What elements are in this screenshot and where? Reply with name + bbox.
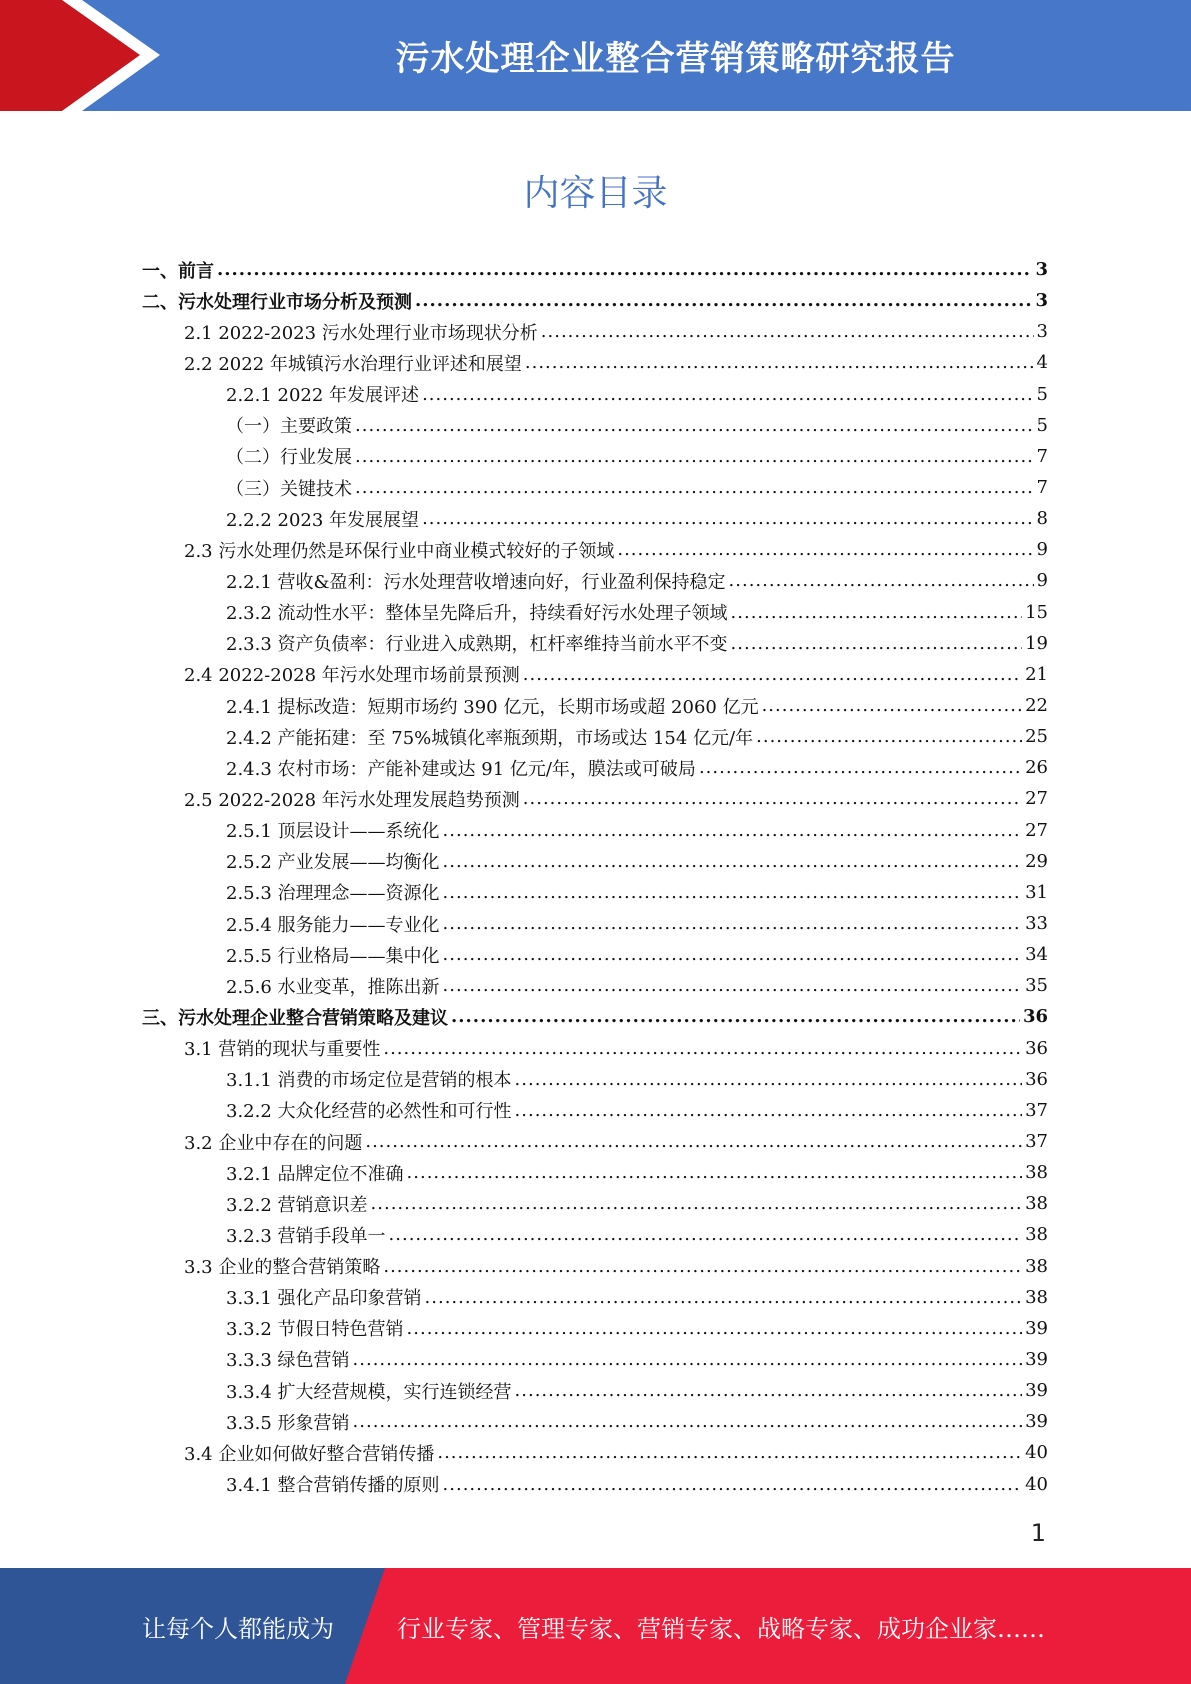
toc-entry[interactable] <box>142 316 1048 347</box>
toc-entry-page: 37 <box>1025 1131 1048 1152</box>
toc-entry[interactable] <box>142 908 1048 939</box>
toc-dot-leader <box>355 477 1034 498</box>
toc-entry[interactable] <box>142 597 1048 628</box>
toc-entry-page: 21 <box>1025 663 1048 685</box>
toc-entry-title: 2.5.6 水业变革，推陈出新 <box>226 976 440 998</box>
toc-entry-page: 38 <box>1025 1162 1048 1184</box>
toc-dot-leader <box>523 664 1022 685</box>
toc-dot-leader <box>353 1349 1023 1370</box>
toc-dot-leader <box>617 539 1033 560</box>
toc-entry[interactable] <box>142 1157 1048 1188</box>
toc-entry[interactable] <box>142 1188 1048 1219</box>
toc-dot-leader <box>422 384 1033 405</box>
toc-dot-leader <box>451 1006 1020 1027</box>
toc-entry-page: 5 <box>1036 414 1048 436</box>
toc-entry-title: 2.2.2 2023 年发展展望 <box>226 509 420 531</box>
toc-dot-leader <box>443 975 1023 996</box>
toc-dot-leader <box>525 352 1034 373</box>
toc-entry[interactable] <box>142 752 1048 783</box>
toc-entry-title: 3.1 营销的现状与重要性 <box>184 1039 381 1061</box>
toc-dot-leader <box>353 1411 1023 1432</box>
toc-entry[interactable] <box>142 503 1048 534</box>
toc-entry[interactable] <box>142 1313 1048 1344</box>
toc-entry-page: 31 <box>1025 881 1048 903</box>
toc-entry[interactable] <box>142 815 1048 846</box>
toc-entry-title: （三）关键技术 <box>226 478 352 500</box>
report-title: 污水处理企业整合营销策略研究报告 <box>395 39 956 79</box>
toc-dot-leader <box>383 1038 1022 1059</box>
toc-dot-leader <box>515 1380 1023 1401</box>
toc-entry[interactable] <box>142 628 1048 659</box>
toc-entry-title: （二）行业发展 <box>226 447 352 469</box>
table-of-contents <box>142 254 1048 1500</box>
toc-dot-leader <box>731 602 1023 623</box>
toc-entry-page: 22 <box>1025 695 1048 717</box>
toc-entry-title: 2.3 污水处理仍然是环保行业中商业模式较好的子领域 <box>184 540 615 562</box>
toc-entry-title: 2.4.2 产能拓建：至 75%城镇化率瓶颈期，市场或达 154 亿元/年 <box>226 727 754 749</box>
toc-entry-title: 三、污水处理企业整合营销策略及建议 <box>142 1007 448 1029</box>
toc-entry-title: 3.3.4 扩大经营规模，实行连锁经营 <box>226 1381 512 1403</box>
toc-entry-page: 8 <box>1036 508 1048 530</box>
toc-entry-title: 3.3.2 节假日特色营销 <box>226 1319 404 1341</box>
toc-entry-title: 2.5.4 服务能力——专业化 <box>226 914 440 936</box>
toc-entry-page: 34 <box>1025 944 1048 966</box>
toc-entry-page: 9 <box>1036 539 1048 561</box>
toc-entry[interactable] <box>142 659 1048 690</box>
page-footer <box>0 1568 1191 1684</box>
toc-entry[interactable] <box>142 783 1048 814</box>
toc-dot-leader <box>523 788 1022 809</box>
toc-entry-page: 7 <box>1036 477 1048 499</box>
toc-entry[interactable] <box>142 1375 1048 1406</box>
toc-entry-title: 2.5.3 治理理念——资源化 <box>226 883 440 905</box>
toc-dot-leader <box>443 913 1023 934</box>
toc-entry-title: 2.5.5 行业格局——集中化 <box>226 945 440 967</box>
toc-entry-page: 36 <box>1022 1006 1048 1028</box>
toc-entry-title: 3.3.5 形象营销 <box>226 1412 350 1434</box>
toc-entry[interactable] <box>142 254 1048 285</box>
toc-entry[interactable] <box>142 441 1048 472</box>
toc-entry-page: 3 <box>1035 259 1048 281</box>
toc-entry-title: 2.5.2 产业发展——均衡化 <box>226 852 440 874</box>
toc-entry-title: 2.5.1 顶层设计——系统化 <box>226 821 440 843</box>
toc-dot-leader <box>415 290 1032 311</box>
toc-entry-title: 3.2.2 大众化经营的必然性和可行性 <box>226 1101 512 1123</box>
toc-entry-title: 3.3.1 强化产品印象营销 <box>226 1288 422 1310</box>
toc-entry-page: 19 <box>1025 632 1048 654</box>
toc-entry[interactable] <box>142 846 1048 877</box>
toc-dot-leader <box>425 1287 1023 1308</box>
toc-entry[interactable] <box>142 285 1048 316</box>
toc-entry-title: 3.3 企业的整合营销策略 <box>184 1257 381 1279</box>
toc-entry[interactable] <box>142 1064 1048 1095</box>
toc-dot-leader <box>443 1474 1023 1495</box>
toc-dot-leader <box>422 508 1033 529</box>
toc-heading: 内容目录 <box>523 173 668 214</box>
toc-entry-title: 3.2.2 营销意识差 <box>226 1194 368 1216</box>
toc-entry-page: 27 <box>1025 819 1048 841</box>
toc-entry[interactable] <box>142 877 1048 908</box>
toc-entry-page: 39 <box>1025 1380 1048 1402</box>
toc-entry[interactable] <box>142 1095 1048 1126</box>
toc-entry[interactable] <box>142 1344 1048 1375</box>
toc-entry-page: 40 <box>1025 1473 1048 1495</box>
toc-entry-title: 2.1 2022-2023 污水处理行业市场现状分析 <box>184 322 538 344</box>
toc-dot-leader <box>443 820 1023 841</box>
toc-dot-leader <box>371 1193 1023 1214</box>
toc-entry-title: 3.1.1 消费的市场定位是营销的根本 <box>226 1070 512 1092</box>
toc-entry-page: 36 <box>1025 1068 1048 1090</box>
toc-entry-page: 4 <box>1036 352 1048 374</box>
toc-entry[interactable] <box>142 690 1048 721</box>
toc-entry-page: 25 <box>1025 726 1048 748</box>
toc-entry[interactable] <box>142 472 1048 503</box>
toc-dot-leader <box>389 1224 1023 1245</box>
toc-entry[interactable] <box>142 1001 1048 1032</box>
toc-entry-title: 3.2.1 品牌定位不准确 <box>226 1163 404 1185</box>
toc-entry[interactable] <box>142 1406 1048 1437</box>
toc-entry[interactable] <box>142 534 1048 565</box>
toc-entry-title: 2.4.1 提标改造：短期市场约 390 亿元，长期市场或超 2060 亿元 <box>226 696 759 718</box>
toc-entry-title: 2.2.1 营收&盈利：污水处理营收增速向好，行业盈利保持稳定 <box>226 571 726 593</box>
toc-entry-page: 37 <box>1025 1099 1048 1121</box>
toc-entry[interactable] <box>142 1251 1048 1282</box>
toc-dot-leader <box>729 570 1034 591</box>
toc-entry-page: 5 <box>1036 383 1048 405</box>
toc-entry-title: 二、污水处理行业市场分析及预测 <box>142 291 412 313</box>
toc-dot-leader <box>731 633 1023 654</box>
toc-entry-page: 38 <box>1025 1224 1048 1246</box>
toc-dot-leader <box>407 1318 1023 1339</box>
toc-entry[interactable] <box>142 970 1048 1001</box>
toc-entry[interactable] <box>142 1468 1048 1499</box>
toc-dot-leader <box>443 851 1023 872</box>
footer-tagline: 行业专家、管理专家、营销专家、战略专家、成功企业家…… <box>397 1614 1045 1643</box>
toc-entry[interactable] <box>142 1282 1048 1313</box>
toc-dot-leader <box>355 415 1034 436</box>
toc-entry-page: 33 <box>1025 913 1048 935</box>
toc-entry[interactable] <box>142 1126 1048 1157</box>
toc-entry-title: 2.4.3 农村市场：产能补建或达 91 亿元/年，膜法或可破局 <box>226 758 696 780</box>
toc-entry-page: 15 <box>1025 601 1048 623</box>
toc-entry[interactable] <box>142 410 1048 441</box>
toc-entry-page: 27 <box>1025 788 1048 810</box>
toc-dot-leader <box>355 446 1034 467</box>
toc-entry-page: 3 <box>1036 321 1048 343</box>
footer-slogan: 让每个人都能成为 <box>142 1614 334 1643</box>
toc-entry-page: 39 <box>1025 1348 1048 1370</box>
toc-entry-title: 2.5 2022-2028 年污水处理发展趋势预测 <box>184 789 520 811</box>
toc-entry-title: 2.2 2022 年城镇污水治理行业评述和展望 <box>184 353 522 375</box>
toc-entry[interactable] <box>142 565 1048 596</box>
toc-dot-leader <box>515 1100 1023 1121</box>
toc-dot-leader <box>515 1069 1023 1090</box>
toc-entry[interactable] <box>142 1033 1048 1064</box>
toc-entry-page: 39 <box>1025 1411 1048 1433</box>
toc-entry[interactable] <box>142 1437 1048 1468</box>
toc-entry-title: 3.4 企业如何做好整合营销传播 <box>184 1443 435 1465</box>
toc-dot-leader <box>756 726 1022 747</box>
toc-entry[interactable] <box>142 347 1048 378</box>
toc-dot-leader <box>541 321 1034 342</box>
toc-entry-page: 38 <box>1025 1193 1048 1215</box>
header-arrow-decoration <box>0 0 160 111</box>
toc-entry[interactable] <box>142 721 1048 752</box>
toc-entry-page: 38 <box>1025 1286 1048 1308</box>
toc-entry-title: 2.2.1 2022 年发展评述 <box>226 385 420 407</box>
toc-entry-title: 2.3.2 流动性水平：整体呈先降后升，持续看好污水处理子领域 <box>226 603 728 625</box>
page-header <box>0 0 1191 111</box>
toc-entry[interactable] <box>142 939 1048 970</box>
toc-entry-page: 7 <box>1036 445 1048 467</box>
toc-entry-page: 29 <box>1025 850 1048 872</box>
toc-entry-page: 36 <box>1025 1037 1048 1059</box>
toc-dot-leader <box>443 944 1023 965</box>
toc-dot-leader <box>443 882 1023 903</box>
toc-entry-title: 3.3.3 绿色营销 <box>226 1350 350 1372</box>
page-number: 1 <box>1030 1519 1046 1547</box>
toc-dot-leader <box>407 1162 1023 1183</box>
toc-entry-page: 35 <box>1025 975 1048 997</box>
toc-entry-page: 40 <box>1025 1442 1048 1464</box>
toc-entry[interactable] <box>142 379 1048 410</box>
toc-dot-leader <box>217 259 1032 280</box>
toc-entry-title: 一、前言 <box>142 260 214 282</box>
toc-entry-title: 3.2.3 营销手段单一 <box>226 1225 386 1247</box>
toc-entry-title: 2.3.3 资产负债率：行业进入成熟期，杠杆率维持当前水平不变 <box>226 634 728 656</box>
toc-entry-title: 3.4.1 整合营销传播的原则 <box>226 1475 440 1497</box>
toc-entry-page: 3 <box>1035 290 1048 312</box>
toc-entry[interactable] <box>142 1219 1048 1250</box>
toc-entry-page: 38 <box>1025 1255 1048 1277</box>
toc-entry-title: 2.4 2022-2028 年污水处理市场前景预测 <box>184 665 520 687</box>
toc-dot-leader <box>365 1131 1022 1152</box>
toc-entry-page: 39 <box>1025 1317 1048 1339</box>
toc-dot-leader <box>383 1256 1022 1277</box>
toc-dot-leader <box>762 695 1023 716</box>
toc-dot-leader <box>699 757 1022 778</box>
toc-entry-page: 26 <box>1025 757 1048 779</box>
toc-entry-title: （一）主要政策 <box>226 416 352 438</box>
toc-entry-title: 3.2 企业中存在的问题 <box>184 1132 363 1154</box>
toc-dot-leader <box>437 1442 1022 1463</box>
toc-entry-page: 9 <box>1036 570 1048 592</box>
